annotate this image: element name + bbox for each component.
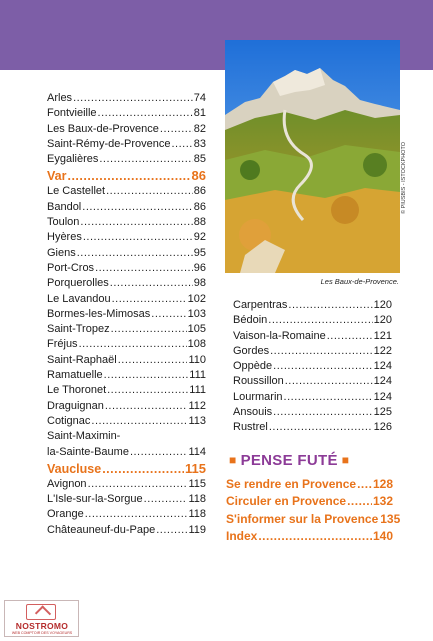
toc-entry-name: Draguignan [47,399,104,412]
toc-left-column [47,91,206,538]
dot-leader [347,493,372,510]
toc-section-heading [47,460,206,477]
toc-page-number: 86 [193,185,206,198]
toc-entry [47,368,206,383]
toc-entry-name: Bédoin [233,314,268,327]
dot-leader [118,353,188,368]
toc-entry [47,276,206,291]
dot-leader [104,368,189,383]
toc-entry [233,344,392,359]
toc-entry-name: Giens [47,246,76,259]
toc-entry-name: Les Baux-de-Provence [47,122,159,135]
toc-entry [233,405,392,420]
dot-leader [284,390,373,405]
toc-page-number: 128 [372,477,393,491]
dot-leader [106,184,193,199]
toc-page-number: 88 [193,216,206,229]
toc-entry-name: Lourmarin [233,390,283,403]
dot-leader [95,261,193,276]
toc-entry-name: Cotignac [47,414,91,427]
dot-leader [285,374,373,389]
toc-entry [233,390,392,405]
toc-page-number: 105 [187,323,206,336]
toc-page-number: 111 [189,369,206,382]
dot-leader [327,329,373,344]
toc-entry [47,337,206,352]
dot-leader [67,168,190,185]
toc-entry-name: Circuler en Provence [226,494,347,509]
toc-entry [47,492,206,507]
toc-page-number: 115 [188,477,206,490]
toc-entry-name: Ansouis [233,406,273,419]
toc-page-number: 95 [193,246,206,259]
toc-page-number: 92 [193,231,206,244]
dot-leader [77,246,193,261]
photo-caption: Les Baux-de-Provence. [320,277,399,286]
toc-entry [233,420,392,435]
toc-page-number: 114 [188,445,206,458]
dot-leader [98,106,193,121]
dot-leader [258,528,372,545]
dot-leader [156,523,187,538]
toc-entry [47,152,206,167]
toc-page-number: 125 [373,406,392,419]
toc-right-column [233,298,392,436]
dot-leader [85,507,188,522]
toc-page-number: 124 [373,360,392,373]
dot-leader [82,200,192,215]
photo-credit: © PIUSBIS - ISTOCKPHOTO [401,142,407,215]
pense-fute-title: ■ PENSE FUTÉ ■ [229,452,350,469]
dot-leader [107,383,188,398]
toc-entry [47,106,206,121]
toc-page-number: 81 [193,107,206,120]
toc-entry-name: Orange [47,508,84,521]
dot-leader [288,298,372,313]
toc-entry [47,353,206,368]
dot-leader [273,359,372,374]
dot-leader [102,461,184,478]
toc-page-number: 98 [193,277,206,290]
toc-entry-name: Vaison-la-Romaine [233,329,326,342]
toc-entry-name: Toulon [47,216,80,229]
toc-entry-name: Saint-Raphaël [47,353,117,366]
toc-entry [47,122,206,137]
toc-entry-name: la-Sainte-Baume [47,445,129,458]
toc-entry-name: Fontvieille [47,107,97,120]
dot-leader [79,337,187,352]
dot-leader [270,344,373,359]
toc-entry [226,511,401,528]
toc-section-heading [47,167,206,184]
toc-entry-name: Saint-Rémy-de-Provence [47,137,171,150]
toc-entry-name: Port-Cros [47,261,95,274]
toc-entry-name: Oppède [233,360,273,373]
toc-page-number: 122 [373,344,392,357]
dot-leader [130,445,188,460]
toc-entry [47,292,206,307]
toc-entry-name: Roussillon [233,375,284,388]
toc-entry-name: Fréjus [47,338,78,351]
toc-page-number: 85 [193,153,206,166]
toc-entry [233,359,392,374]
toc-page-number: 102 [187,292,206,305]
dot-leader [112,292,187,307]
toc-page-number: 86 [191,168,206,184]
toc-entry-name: Porquerolles [47,277,109,290]
toc-entry [47,200,206,215]
toc-entry-name: Le Thoronet [47,384,107,397]
toc-page-number: 140 [372,528,393,543]
toc-entry [47,322,206,337]
toc-page-number: 110 [188,353,206,366]
toc-entry [233,298,392,313]
dot-leader [151,307,186,322]
toc-entry [47,91,206,106]
toc-entry-name: Ramatuelle [47,369,103,382]
photo-les-baux [225,40,400,273]
toc-entry-name: Bandol [47,200,82,213]
toc-entry [47,184,206,199]
toc-entry [226,528,393,545]
toc-entry-name: S'informer sur la Provence [226,511,379,526]
dot-leader [73,91,193,106]
logo-sign-icon [26,604,56,620]
toc-page-number: 103 [187,307,206,320]
toc-entry [47,523,206,538]
toc-entry [47,137,206,152]
pense-fute-list [226,476,401,545]
toc-page-number: 108 [187,338,206,351]
toc-page-number: 112 [188,399,206,412]
toc-page-number: 124 [373,375,392,388]
toc-entry [47,261,206,276]
toc-page-number: 124 [373,390,392,403]
toc-entry-name: Saint-Maximin- [47,430,121,443]
toc-entry [47,414,206,429]
toc-entry [226,476,393,493]
toc-entry-name: Gordes [233,344,270,357]
toc-entry-name: Le Lavandou [47,292,111,305]
dot-leader [160,122,193,137]
toc-entry [47,307,206,322]
toc-entry [47,215,206,230]
toc-entry [233,313,392,328]
toc-entry-name: L'Isle-sur-la-Sorgue [47,493,143,506]
toc-entry-name: Rustrel [233,421,268,434]
toc-page-number: 118 [188,493,206,506]
toc-page-number: 111 [189,384,206,397]
square-bullet-icon: ■ [341,453,350,467]
toc-page-number: 135 [380,511,401,526]
toc-entry-name: Eygalières [47,153,99,166]
dot-leader [83,230,193,245]
toc-entry [233,329,392,344]
toc-entry [47,445,206,460]
toc-page-number: 121 [373,329,392,342]
toc-page-number: 119 [188,523,206,536]
dot-leader [105,399,188,414]
toc-entry [233,374,392,389]
toc-page-number: 115 [185,460,206,476]
toc-page-number: 74 [193,92,206,104]
toc-entry [47,246,206,261]
toc-entry-name: Saint-Tropez [47,323,110,336]
toc-page-number: 113 [188,414,206,427]
toc-entry-name: Le Castellet [47,185,106,198]
dot-leader [99,152,192,167]
toc-entry [47,399,206,414]
toc-page-number: 120 [373,314,392,327]
toc-entry-name: Châteauneuf-du-Pape [47,523,156,536]
toc-page-number: 126 [373,421,392,434]
toc-page-number: 96 [193,261,206,274]
toc-page-number: 118 [188,508,206,521]
dot-leader [357,476,372,493]
toc-entry-name: Var [47,169,67,184]
square-bullet-icon: ■ [229,453,237,467]
toc-entry-name: Vaucluse [47,461,102,476]
dot-leader [269,420,373,435]
toc-entry-name: Bormes-les-Mimosas [47,307,151,320]
dot-leader [268,313,372,328]
toc-page-number: 86 [193,200,206,213]
toc-page-number: 83 [193,137,206,150]
toc-entry [47,429,206,444]
dot-leader [91,414,187,429]
toc-page-number: 132 [372,494,393,509]
toc-entry [47,230,206,245]
dot-leader [80,215,192,230]
dot-leader [172,137,193,152]
toc-entry [47,507,206,522]
dot-leader [88,477,188,492]
dot-leader [111,322,187,337]
toc-entry [226,493,393,510]
toc-entry-name: Hyères [47,231,82,244]
toc-page-number: 82 [193,122,206,135]
toc-entry-name: Arles [47,92,73,104]
nostromo-logo: NOSTROMO WEB COMPTOIR DES VOYAGEURS [4,600,79,637]
toc-entry [47,383,206,398]
toc-entry-name: Se rendre en Provence [226,477,357,491]
toc-entry-name: Index [226,528,258,543]
dot-leader [110,276,193,291]
dot-leader [273,405,373,420]
toc-entry [47,477,206,492]
toc-entry-name: Carpentras [233,299,288,311]
toc-page-number: 120 [373,299,392,311]
toc-entry-name: Avignon [47,477,87,490]
dot-leader [144,492,188,507]
